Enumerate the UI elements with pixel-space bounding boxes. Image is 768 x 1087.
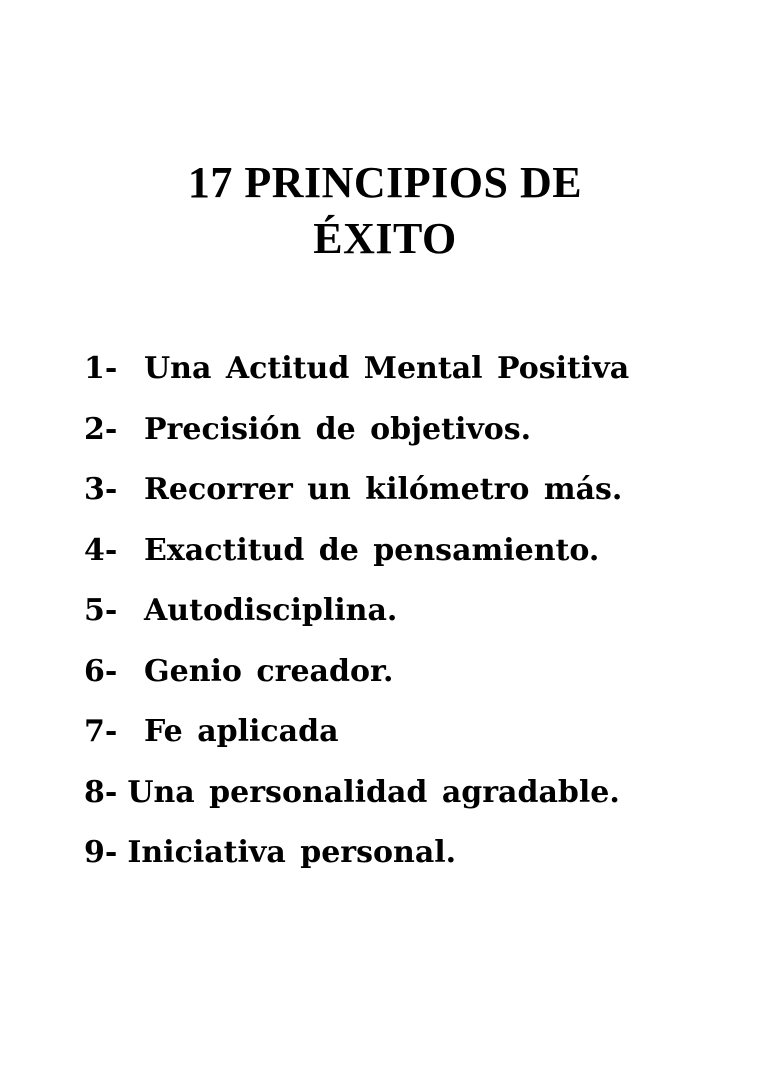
list-item-number: 5- xyxy=(84,593,118,628)
principles-list xyxy=(84,350,629,895)
list-item-number: 7- xyxy=(84,714,118,749)
list-item-number: 3- xyxy=(84,472,118,507)
list-item-text: Exactitud de pensamiento. xyxy=(144,532,600,568)
page-title-continuation: ÉXITO xyxy=(313,214,457,263)
list-item xyxy=(84,713,629,774)
page-title: 17 PRINCIPIOS DE xyxy=(187,158,583,207)
list-item-number: 6- xyxy=(84,653,118,689)
list-item xyxy=(84,532,629,593)
list-item-number: 8- xyxy=(84,774,118,810)
list-item xyxy=(84,471,629,532)
list-item-text: Fe aplicada xyxy=(144,714,339,749)
list-item xyxy=(84,774,629,835)
list-item-number: 4- xyxy=(84,532,118,568)
list-item-text: Iniciativa personal. xyxy=(127,835,457,870)
list-item-text: Precisión de objetivos. xyxy=(144,411,532,447)
list-item-number: 9- xyxy=(84,835,118,870)
list-item-text: Recorrer un kilómetro más. xyxy=(144,472,623,507)
list-item-text: Una Actitud Mental Positiva xyxy=(144,351,630,386)
list-item xyxy=(84,350,629,411)
list-item xyxy=(84,592,629,653)
list-item xyxy=(84,653,629,714)
list-item-text: Una personalidad agradable. xyxy=(127,774,620,810)
list-item xyxy=(84,834,629,895)
list-item-number: 2- xyxy=(84,411,118,447)
list-item-text: Genio creador. xyxy=(144,653,394,689)
list-item xyxy=(84,411,629,472)
list-item-text: Autodisciplina. xyxy=(144,593,398,628)
list-item-number: 1- xyxy=(84,351,118,386)
